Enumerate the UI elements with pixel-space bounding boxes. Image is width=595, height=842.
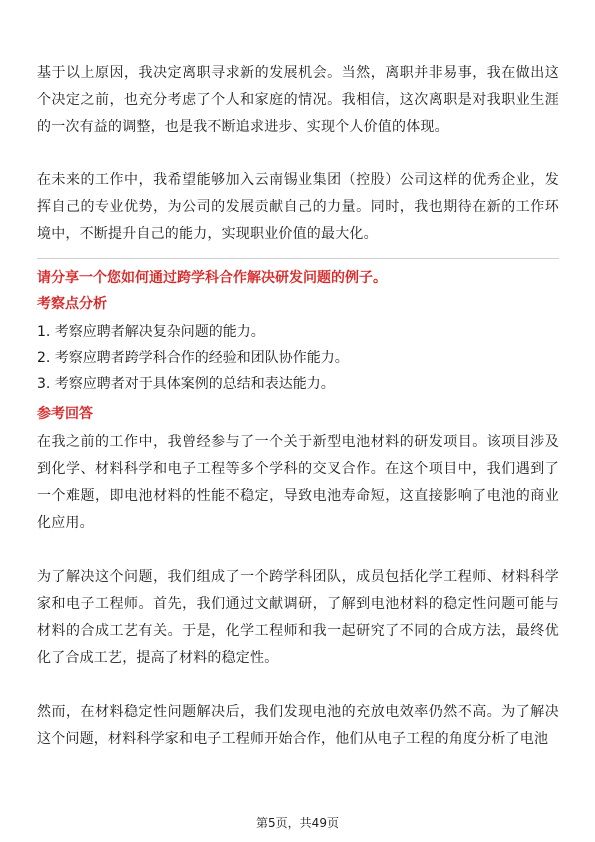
divider [37,258,559,259]
page-number-footer: 第5页，共49页 [256,816,339,830]
answer-title: 参考回答 [37,406,93,422]
answer-paragraph-2: 为了解决这个问题，我们组成了一个跨学科团队，成员包括化学工程师、材料科学家和电子工程师。首先，我们通过文献调研，了解到电池材料的稳定性问题可能与材料的合成工艺有关。于是，化学工程师和我一起研究了不同的合成方法，最终优化了合成工艺，提高了材料的稳定性。 [37,569,559,666]
intro-paragraph-1: 基于以上原因，我决定离职寻求新的发展机会。当然，离职并非易事，我在做出这个决定之前，也充分考虑了个人和家庭的情况。我相信，这次离职是对我职业生涯的一次有益的调整，也是我不断追求进步、实现个人价值的体现。 [37,65,559,135]
paragraph-gap [37,141,559,167]
paragraph-gap [37,672,559,699]
analysis-item-3: 3. 考察应聘者对于具体案例的总结和表达能力。 [37,376,335,392]
answer-paragraph-1: 在我之前的工作中，我曾经参与了一个关于新型电池材料的研发项目。该项目涉及到化学、材料科学和电子工程等多个学科的交叉合作。在这个项目中，我们遇到了一个难题，即电池材料的性能不稳定，导致电池寿命短，这直接影响了电池的商业化应用。 [37,434,559,531]
paragraph-gap [37,537,559,564]
question-heading: 请分享一个您如何通过跨学科合作解决研发问题的例子。 [37,270,387,286]
answer-paragraph-3: 然而，在材料稳定性问题解决后，我们发现电池的充放电效率仍然不高。为了解决这个问题，材料科学家和电子工程师开始合作，他们从电子工程的角度分析了电池 [37,704,559,747]
document-page [37,60,559,753]
intro-paragraph-2: 在未来的工作中，我希望能够加入云南锡业集团（控股）公司这样的优秀企业，发挥自己的专业优势，为公司的发展贡献自己的力量。同时，我也期待在新的工作环境中，不断提升自己的能力，实现职业价值的最大化。 [37,172,559,242]
analysis-item-2: 2. 考察应聘者跨学科合作的经验和团队协作能力。 [37,350,349,366]
analysis-item-1: 1. 考察应聘者解决复杂问题的能力。 [37,324,265,340]
analysis-title: 考察点分析 [37,296,107,312]
